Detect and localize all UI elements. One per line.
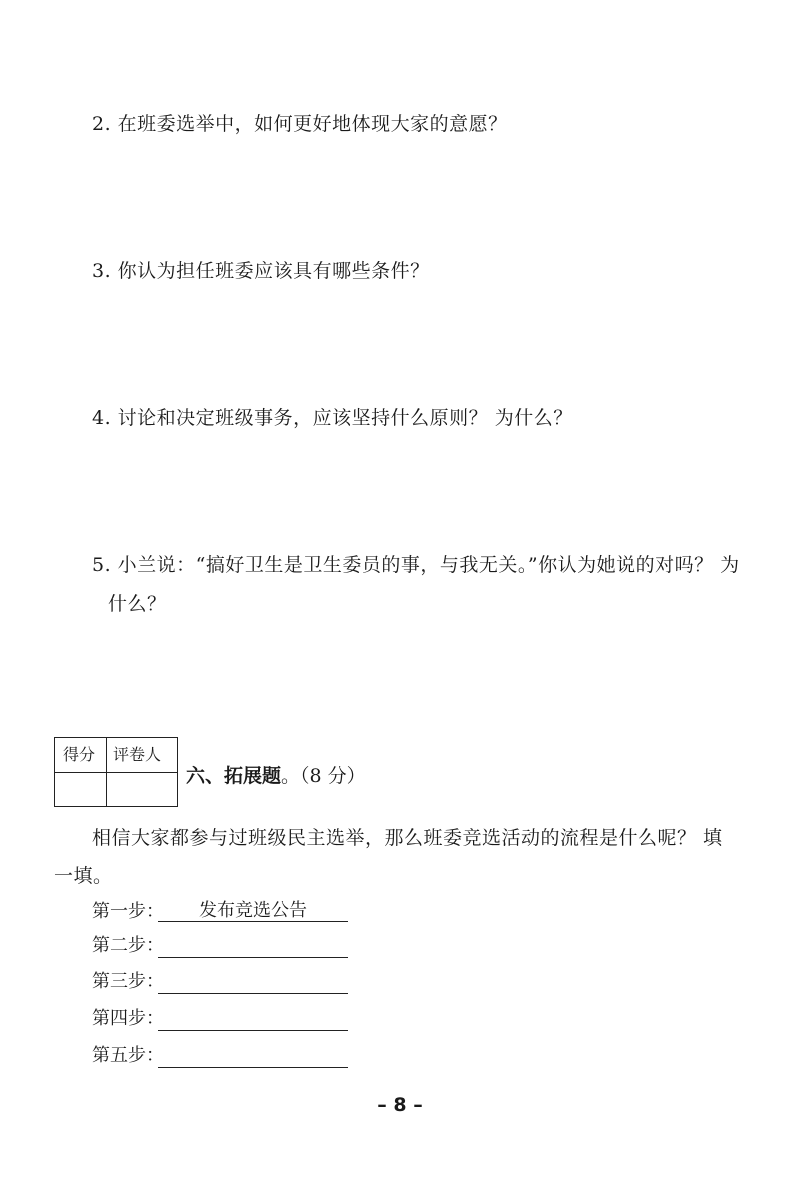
- question-4: 4. 讨论和决定班级事务，应该坚持什么原则？ 为什么？: [92, 407, 573, 429]
- question-5-line-1: 5. 小兰说：“搞好卫生是卫生委员的事，与我无关。”你认为她说的对吗？ 为: [92, 554, 740, 576]
- section-title-main: 六、拓展题: [186, 765, 282, 787]
- grader-label: 评卷人: [113, 745, 162, 764]
- section-title-score: 。（8 分）: [281, 765, 366, 787]
- section-title: [186, 764, 366, 788]
- question-3: 3. 你认为担任班委应该具有哪些条件？: [92, 260, 430, 282]
- step-3-label: 第三步：: [92, 971, 164, 992]
- score-table: [54, 737, 178, 807]
- page-number: – 8 –: [377, 1094, 423, 1116]
- step-1-blank-line: [158, 921, 348, 922]
- step-4-blank-line: [158, 1030, 348, 1031]
- step-2-label: 第二步：: [92, 935, 164, 956]
- section-intro-line-1: 相信大家都参与过班级民主选举，那么班委竞选活动的流程是什么呢？ 填: [92, 827, 723, 849]
- step-1-label: 第一步：: [92, 901, 164, 922]
- step-5-blank-line: [158, 1067, 348, 1068]
- grader-input-cell[interactable]: [107, 773, 177, 806]
- section-intro-line-2: 一填。: [54, 865, 113, 887]
- question-2: 2. 在班委选举中，如何更好地体现大家的意愿？: [92, 113, 508, 135]
- step-3-blank-line: [158, 993, 348, 994]
- step-2-blank-line: [158, 957, 348, 958]
- score-label: 得分: [63, 745, 96, 764]
- step-5-label: 第五步：: [92, 1045, 164, 1066]
- question-5-line-2: 什么？: [108, 593, 167, 615]
- step-4-label: 第四步：: [92, 1008, 164, 1029]
- score-input-cell[interactable]: [55, 773, 105, 806]
- step-1-answer[interactable]: 发布竞选公告: [199, 900, 307, 921]
